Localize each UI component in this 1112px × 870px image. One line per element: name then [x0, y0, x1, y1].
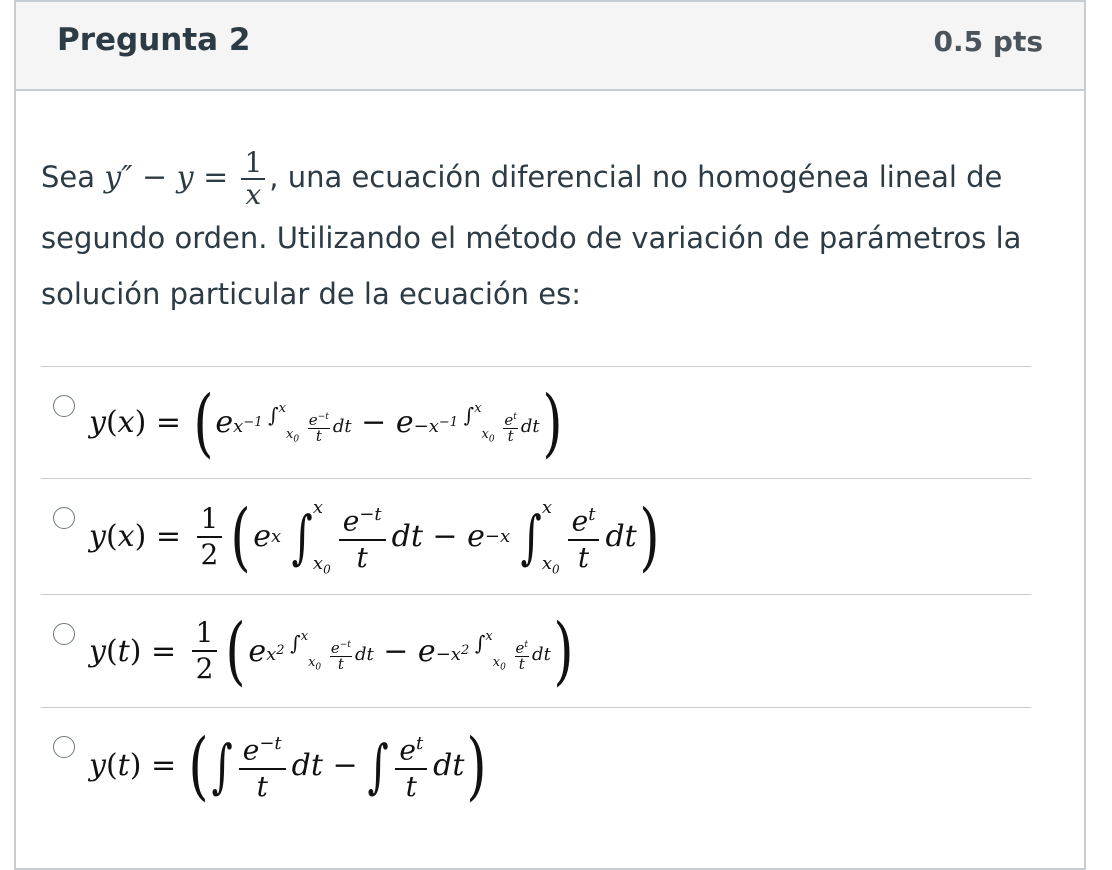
radio-button[interactable]: [53, 395, 75, 417]
radio-button[interactable]: [53, 507, 75, 529]
answer-option[interactable]: [41, 594, 1031, 707]
question-text: [41, 148, 1031, 322]
radio-button[interactable]: [53, 623, 75, 645]
answer-formula: y ( t ) = ( ∫ $e^{-t}$ t dt − ∫ $e^t$ t dt ): [89, 722, 487, 809]
fraction-denominator: x: [245, 178, 262, 211]
answer-option[interactable]: [41, 707, 1031, 823]
answer-formula: y ( t ) = 1 2 ( e $x^2$ ∫$^x_{x_0}$ $\frac{e^{-t}}{t}$ dt − e $-x^2$ ∫$^x_{x_0}$ $\frac{e^t}{t}$ dt ): [89, 608, 574, 694]
answer-list: [41, 366, 1031, 823]
equation-rhs-fraction: [241, 148, 265, 210]
question-text-rest: , una ecuación diferencial no homogénea lineal de segundo orden. Utilizando el método de variación de parámetros la solución particular de la ecuación es:: [41, 160, 1022, 311]
answer-formula: y ( x ) = ( e $x^{-1}$ ∫$^x_{x_0}$ $\frac{e^{-t}}{t}$ dt − e $-x^{-1}$ ∫$^x_{x_0}$ $\frac{e^t}{t}$ dt ): [89, 379, 563, 466]
answer-option[interactable]: [41, 366, 1031, 478]
fraction-numerator: 1: [241, 148, 265, 180]
question-header: [16, 2, 1084, 91]
question-title: Pregunta 2: [57, 22, 251, 58]
answer-option[interactable]: [41, 478, 1031, 594]
answer-formula: y ( x ) = 1 2 ( e x ∫ x $x_0$ $e^{-t}$ t dt − e −x ∫ x $x_0$ $e^t$ t dt ): [89, 493, 660, 580]
radio-button[interactable]: [53, 736, 75, 758]
question-points: 0.5 pts: [933, 25, 1043, 58]
question-text-intro: Sea: [41, 160, 96, 194]
equation-lhs: y″ − y =: [104, 160, 229, 195]
